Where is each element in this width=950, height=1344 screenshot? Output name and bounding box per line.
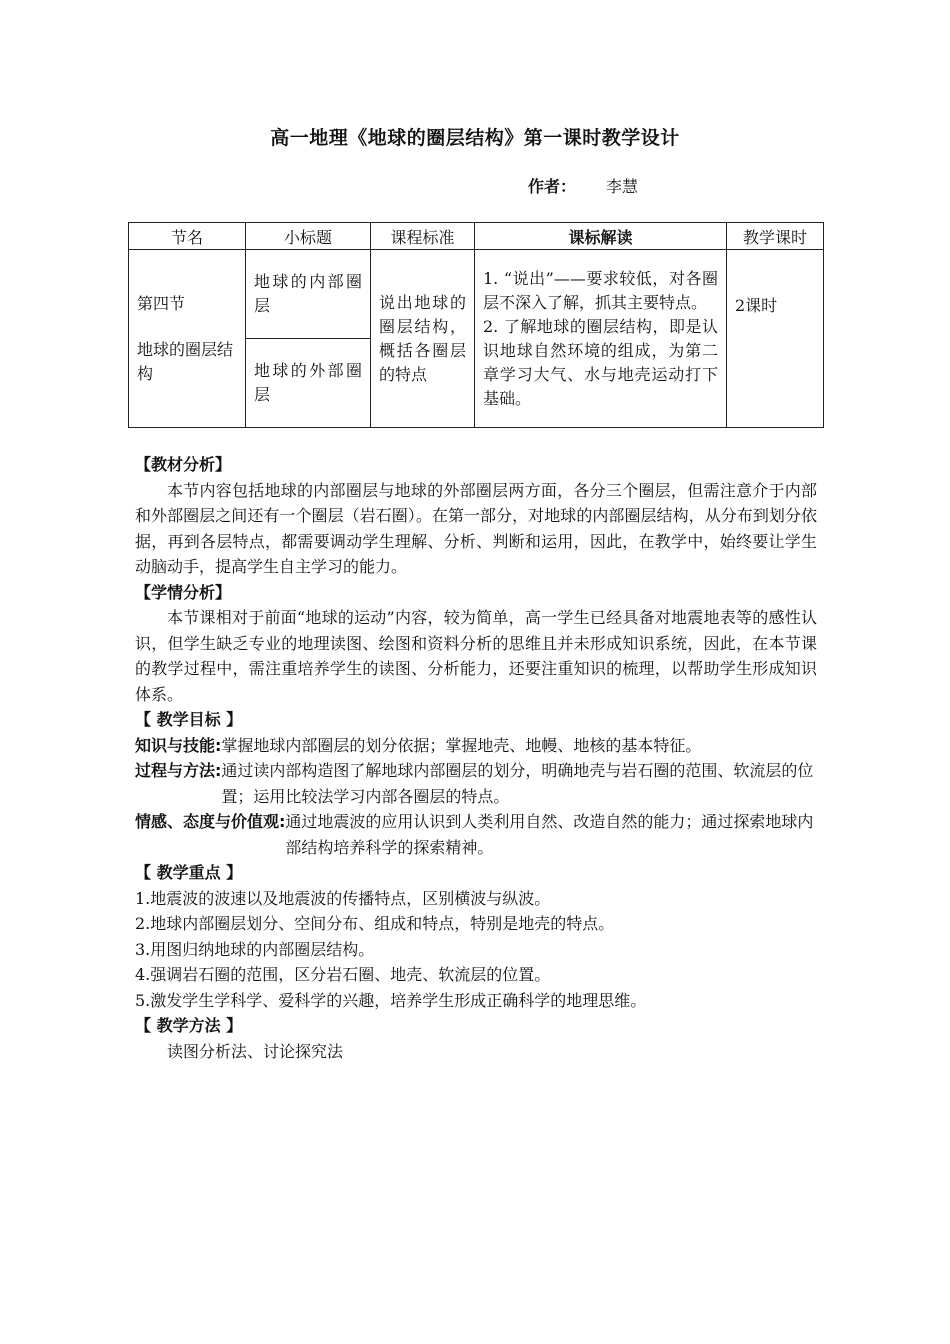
students-text: 本节课相对于前面“地球的运动”内容，较为简单，高一学生已经具备对地震地表等的感性认识，但学生缺乏专业的地理读图、绘图和资料分析的思维且并未形成知识系统，因此，在本节课的教学过程中，需注重培养学生的读图、分析能力，还要注重知识的梳理，以帮助学生形成知识体系。 [135, 608, 817, 704]
course-info-table [128, 222, 824, 428]
interpretation-item-2: 2. 了解地球的圈层结构，即是认识地球自然环境的组成，为第二章学习大气、水与地壳运动打下基础。 [483, 316, 718, 408]
section-number: 第四节 [137, 293, 186, 313]
methods-text: 读图分析法、讨论探究法 [167, 1041, 344, 1061]
subtitle-inner: 地球的内部圈层 [246, 250, 371, 339]
goal-process [135, 758, 817, 809]
header-section: 节名 [129, 223, 246, 250]
keypoints-list [135, 886, 817, 1014]
list-item: 3.用图归纳地球的内部圈层结构。 [135, 939, 375, 959]
subtitle-outer: 地球的外部圈层 [246, 339, 371, 428]
hours-cell: 2课时 [727, 250, 824, 428]
goal-knowledge-text: 掌握地球内部圈层的划分依据；掌握地壳、地幔、地核的基本特征。 [221, 735, 702, 755]
goal-process-text: 通过读内部构造图了解地球内部圈层的划分，明确地壳与岩石圈的范围、软流层的位置；运用比较法学习内部各圈层的特点。 [221, 761, 814, 806]
author-label: 作者： [528, 177, 577, 196]
methods-heading: 【 教学方法 】 [135, 1016, 243, 1035]
material-heading: 【教材分析】 [135, 455, 232, 474]
list-item: 5.激发学生学科学、爱科学的兴趣，培养学生形成正确科学的地理思维。 [135, 990, 647, 1010]
goal-emotion [135, 809, 817, 860]
section-cell [129, 250, 246, 428]
list-item: 4.强调岩石圈的范围，区分岩石圈、地壳、软流层的位置。 [135, 965, 551, 984]
author-line [528, 174, 638, 197]
table-header-row [129, 223, 824, 250]
list-item: 1.地震波的波速以及地震波的传播特点，区别横波与纵波。 [135, 888, 551, 908]
page-title: 高一地理《地球的圈层结构》第一课时教学设计 [270, 127, 680, 149]
interpretation-cell [475, 250, 727, 428]
interpretation-item-1: 1. “说出”——要求较低，对各圈层不深入了解，抓其主要特点。 [483, 268, 718, 312]
goal-knowledge-label: 知识与技能: [135, 735, 222, 755]
table-row [129, 250, 824, 339]
standard-cell: 说出地球的圈层结构，概括各圈层的特点 [371, 250, 475, 428]
section-name: 地球的圈层结构 [137, 339, 234, 383]
document-body [135, 452, 817, 1064]
goal-knowledge [135, 733, 817, 759]
goal-emotion-text: 通过地震波的应用认识到人类利用自然、改造自然的能力；通过探索地球内部结构培养科学的探索精神。 [285, 812, 814, 857]
goal-emotion-label: 情感、态度与价值观: [135, 812, 286, 831]
header-hours: 教学课时 [727, 223, 824, 250]
material-text: 本节内容包括地球的内部圈层与地球的外部圈层两方面，各分三个圈层，但需注意介于内部和外部圈层之间还有一个圈层（岩石圈）。在第一部分，对地球的内部圈层结构，从分布到划分依据，再到各层特点，都需要调动学生理解、分析、判断和运用，因此，在教学中，始终要让学生动脑动手，提高学生自主学习的能力。 [135, 480, 817, 576]
header-interpretation: 课标解读 [475, 223, 727, 250]
list-item: 2.地球内部圈层划分、空间分布、组成和特点，特别是地壳的特点。 [135, 914, 615, 933]
students-heading: 【学情分析】 [135, 582, 232, 602]
header-standard: 课程标准 [371, 223, 475, 250]
author-name: 李慧 [606, 177, 639, 196]
goal-process-label: 过程与方法: [135, 761, 222, 780]
goals-heading: 【 教学目标 】 [135, 710, 243, 729]
keypoints-heading: 【 教学重点 】 [135, 863, 243, 882]
header-subtitle: 小标题 [246, 223, 371, 250]
